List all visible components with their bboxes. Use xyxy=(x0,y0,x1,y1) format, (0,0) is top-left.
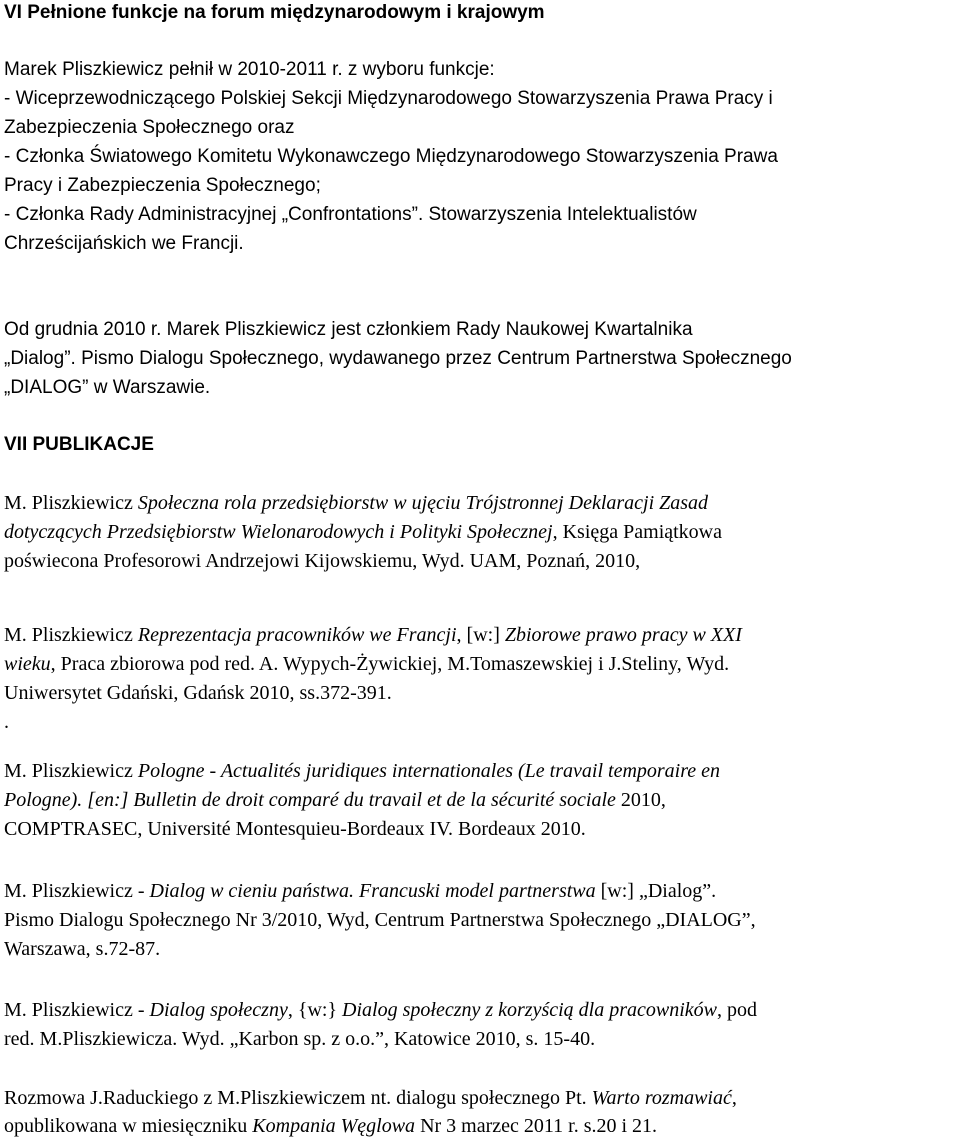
publication-1-line-1: M. Pliszkiewicz Społeczna rola przedsiębiorstw w ujęciu Trójstronnej Deklaracji Zasad xyxy=(4,492,709,514)
publication-1-line-2: dotyczących Przedsiębiorstw Wielonarodowych i Polityki Społecznej, Księga Pamiątkowa xyxy=(4,521,722,543)
publication-2-line-1: M. Pliszkiewicz Reprezentacja pracowników we Francji, [w:] Zbiorowe prawo pracy w XXI xyxy=(4,624,742,646)
publication-4-line-3: Warszawa, s.72-87. xyxy=(4,938,161,960)
section-7-heading: VII PUBLIKACJE xyxy=(4,434,154,455)
paragraph-line: „Dialog”. Pismo Dialogu Społecznego, wydawanego przez Centrum Partnerstwa Społecznego xyxy=(4,348,792,369)
publication-1-line-3: poświecona Profesorowi Andrzejowi Kijowskiemu, Wyd. UAM, Poznań, 2010, xyxy=(4,550,641,572)
paragraph-line: - Członka Rady Administracyjnej „Confrontations”. Stowarzyszenia Intelektualistów xyxy=(4,204,697,225)
publication-4-line-2: Pismo Dialogu Społecznego Nr 3/2010, Wyd, Centrum Partnerstwa Społecznego „DIALOG”, xyxy=(4,909,756,931)
publication-3-line-3: COMPTRASEC, Université Montesquieu-Bordeaux IV. Bordeaux 2010. xyxy=(4,818,586,840)
paragraph-line: „DIALOG” w Warszawie. xyxy=(4,377,211,398)
paragraph-line: Pracy i Zabezpieczenia Społecznego; xyxy=(4,175,321,196)
paragraph-line: Od grudnia 2010 r. Marek Pliszkiewicz jest członkiem Rady Naukowej Kwartalnika xyxy=(4,319,693,340)
paragraph-line: - Członka Światowego Komitetu Wykonawczego Międzynarodowego Stowarzyszenia Prawa xyxy=(4,146,778,167)
publication-3-line-1: M. Pliszkiewicz Pologne - Actualités juridiques internationales (Le travail temporaire en xyxy=(4,760,721,782)
publication-2-line-4: . xyxy=(4,711,9,733)
publication-4-line-1: M. Pliszkiewicz - Dialog w cieniu państwa. Francuski model partnerstwa [w:] „Dialog”. xyxy=(4,880,717,902)
publication-2-line-3: Uniwersytet Gdański, Gdańsk 2010, ss.372-391. xyxy=(4,682,392,704)
publication-5-line-1: M. Pliszkiewicz - Dialog społeczny, {w:} Dialog społeczny z korzyścią dla pracowników, pod xyxy=(4,999,758,1021)
paragraph-line: Marek Pliszkiewicz pełnił w 2010-2011 r. z wyboru funkcje: xyxy=(4,59,495,80)
publication-3-line-2: Pologne). [en:] Bulletin de droit comparé du travail et de la sécurité sociale 2010, xyxy=(4,789,666,811)
section-6-heading: VI Pełnione funkcje na forum międzynarodowym i krajowym xyxy=(4,2,545,23)
publication-6-line-2: opublikowana w miesięczniku Kompania Węglowa Nr 3 marzec 2011 r. s.20 i 21. xyxy=(4,1115,658,1137)
paragraph-line: Zabezpieczenia Społecznego oraz xyxy=(4,117,295,138)
publication-2-line-2: wieku, Praca zbiorowa pod red. A. Wypych-Żywickiej, M.Tomaszewskiej i J.Steliny, Wyd. xyxy=(4,653,730,675)
publication-6-line-1: Rozmowa J.Raduckiego z M.Pliszkiewiczem nt. dialogu społecznego Pt. Warto rozmawiać, xyxy=(4,1087,737,1109)
paragraph-line: Chrześcijańskich we Francji. xyxy=(4,233,244,254)
paragraph-line: - Wiceprzewodniczącego Polskiej Sekcji Międzynarodowego Stowarzyszenia Prawa Pracy i xyxy=(4,88,773,109)
publication-5-line-2: red. M.Pliszkiewicza. Wyd. „Karbon sp. z o.o.”, Katowice 2010, s. 15-40. xyxy=(4,1028,596,1050)
